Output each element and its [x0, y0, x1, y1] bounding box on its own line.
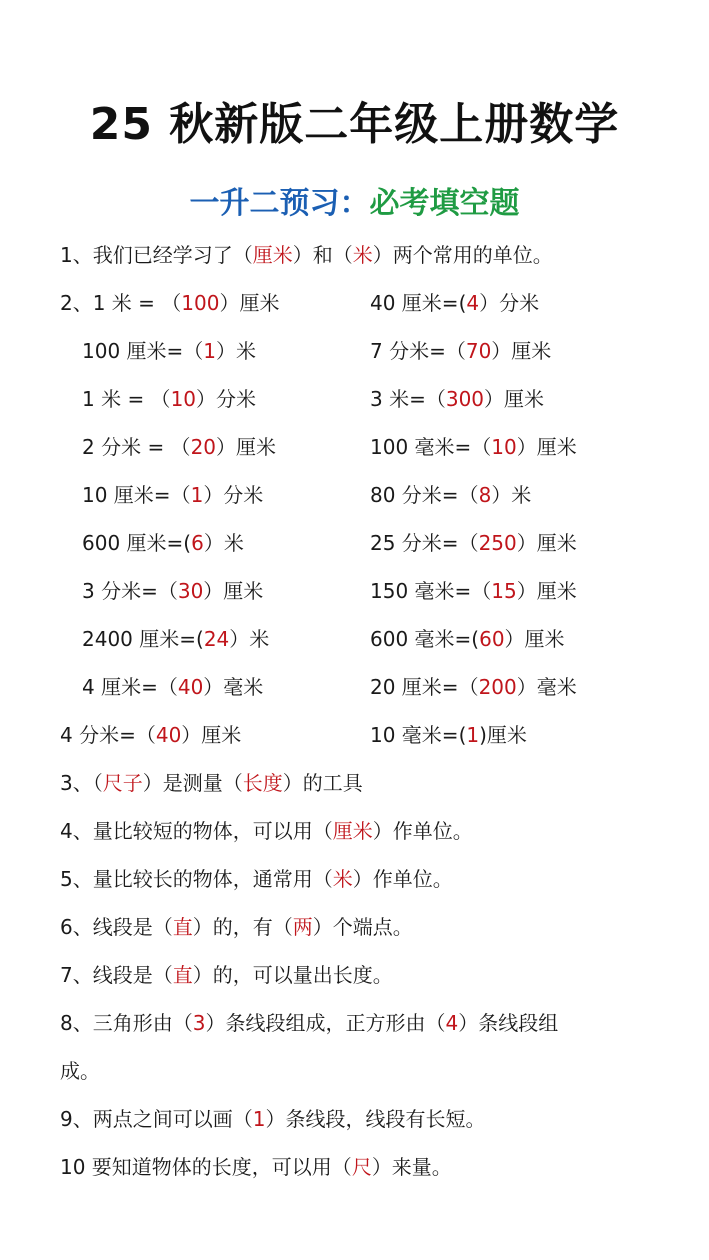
- question-text: ）条线段组成，正方形由（: [205, 1011, 446, 1035]
- question-text: 3、（: [60, 771, 103, 795]
- conversion-item-right: [370, 430, 577, 464]
- question-text: 100 毫米=（: [370, 435, 492, 459]
- question-text: 9、两点之间可以画（: [60, 1107, 253, 1131]
- conversion-item-right: [370, 334, 551, 368]
- answer: 两: [292, 915, 313, 939]
- question-text: 2400 厘米=(: [82, 627, 204, 651]
- question-text: ）厘米: [203, 579, 264, 603]
- question-text: 6、线段是（: [60, 915, 173, 939]
- answer: 米: [332, 867, 353, 891]
- question-text: ）和（: [292, 243, 353, 267]
- question-text: ）的，有（: [192, 915, 293, 939]
- question-text: 10 要知道物体的长度，可以用（: [60, 1155, 352, 1179]
- conversion-item-right: [370, 382, 544, 416]
- answer: 1: [190, 483, 204, 507]
- conversion-item-left: [60, 718, 241, 752]
- question-text: 80 分米=（: [370, 483, 479, 507]
- conversion-item-right: [370, 718, 527, 752]
- question-text: 7 分米=（: [370, 339, 466, 363]
- answer: 8: [478, 483, 492, 507]
- question-text: 2 分米 = （: [82, 435, 191, 459]
- conversion-item-left: [82, 670, 263, 704]
- question-text: 2、1 米 = （: [60, 291, 182, 315]
- answer: 尺子: [102, 771, 143, 795]
- answer: 长度: [242, 771, 283, 795]
- answer: 30: [177, 579, 204, 603]
- conversion-item-left: [60, 286, 279, 320]
- question-text: ）分米: [203, 483, 264, 507]
- question-text: 20 厘米=（: [370, 675, 479, 699]
- conversion-item-left: [82, 334, 256, 368]
- question-text: 7、线段是（: [60, 963, 173, 987]
- answer: 尺: [351, 1155, 372, 1179]
- answer: 20: [190, 435, 217, 459]
- answer: 3: [192, 1011, 206, 1035]
- question-text: ）的工具: [282, 771, 363, 795]
- question-1: [60, 238, 553, 272]
- answer: 米: [352, 243, 373, 267]
- question-text: 8、三角形由（: [60, 1011, 193, 1035]
- answer: 6: [191, 531, 204, 555]
- question-9: [60, 1102, 485, 1136]
- answer: 40: [155, 723, 182, 747]
- answer: 300: [445, 387, 485, 411]
- question-text: ）厘米: [219, 291, 280, 315]
- question-text: ）作单位。: [372, 819, 473, 843]
- question-text: 3 米=（: [370, 387, 446, 411]
- answer: 10: [491, 435, 517, 459]
- question-10: [60, 1150, 452, 1184]
- question-text: 10 毫米=(: [370, 723, 467, 747]
- answer: 厘米: [332, 819, 373, 843]
- answer: 厘米: [252, 243, 293, 267]
- conversion-item-left: [82, 526, 244, 560]
- answer: 24: [203, 627, 230, 651]
- answer: 60: [479, 627, 505, 651]
- answer: 250: [478, 531, 517, 555]
- question-text: ）厘米: [516, 579, 577, 603]
- question-text: ）厘米: [216, 435, 277, 459]
- question-7: [60, 958, 393, 992]
- question-text: 1、我们已经学习了（: [60, 243, 253, 267]
- question-text: ）个端点。: [312, 915, 413, 939]
- answer: 直: [172, 963, 193, 987]
- question-6: [60, 910, 413, 944]
- subtitle-main: 必考填空题: [369, 186, 520, 221]
- question-text: ）来量。: [371, 1155, 452, 1179]
- question-text: ）厘米: [504, 627, 565, 651]
- question-text: 成。: [60, 1059, 100, 1083]
- question-text: 1 米 = （: [82, 387, 171, 411]
- question-4: [60, 814, 473, 848]
- answer: 1: [203, 339, 217, 363]
- question-text: 25 分米=（: [370, 531, 479, 555]
- question-text: ）米: [203, 531, 244, 555]
- answer: 4: [445, 1011, 459, 1035]
- conversion-item-left: [82, 382, 256, 416]
- conversion-item-right: [370, 574, 577, 608]
- answer: 直: [172, 915, 193, 939]
- question-text: 4 厘米=（: [82, 675, 178, 699]
- question-text: 3 分米=（: [82, 579, 178, 603]
- question-text: ）毫米: [516, 675, 577, 699]
- question-text: ）米: [229, 627, 270, 651]
- question-text: ）分米: [196, 387, 257, 411]
- answer: 10: [170, 387, 197, 411]
- answer: 4: [466, 291, 480, 315]
- question-text: 100 厘米=（: [82, 339, 204, 363]
- question-text: ）条线段，线段有长短。: [265, 1107, 486, 1131]
- page-subtitle: [0, 178, 709, 222]
- question-text: 600 厘米=(: [82, 531, 192, 555]
- question-text: ）的，可以量出长度。: [192, 963, 393, 987]
- question-text: ）厘米: [516, 531, 577, 555]
- question-3: [60, 766, 363, 800]
- conversion-item-right: [370, 526, 577, 560]
- question-text: ）厘米: [181, 723, 242, 747]
- question-text: ）分米: [479, 291, 540, 315]
- page-title: 25 秋新版二年级上册数学: [89, 99, 620, 150]
- question-text: ）厘米: [516, 435, 577, 459]
- question-5: [60, 862, 453, 896]
- question-8: [60, 1006, 558, 1040]
- question-text: ）两个常用的单位。: [372, 243, 553, 267]
- answer: 1: [466, 723, 480, 747]
- question-text: ）作单位。: [352, 867, 453, 891]
- answer: 100: [181, 291, 220, 315]
- conversion-item-left: [82, 622, 269, 656]
- answer: 200: [478, 675, 517, 699]
- subtitle-prefix: 一升二预习：: [189, 186, 370, 221]
- question-text: 150 毫米=（: [370, 579, 492, 603]
- answer: 1: [252, 1107, 266, 1131]
- conversion-item-right: [370, 478, 531, 512]
- question-text: 4 分米=（: [60, 723, 156, 747]
- question-text: 5、量比较长的物体，通常用（: [60, 867, 333, 891]
- question-text: ）米: [216, 339, 257, 363]
- question-text: ）米: [491, 483, 532, 507]
- question-text: 10 厘米=（: [82, 483, 191, 507]
- conversion-item-right: [370, 670, 577, 704]
- question-text: ）是测量（: [142, 771, 243, 795]
- question-text: )厘米: [479, 723, 527, 747]
- conversion-item-left: [82, 478, 263, 512]
- question-text: ）厘米: [484, 387, 545, 411]
- question-8-continued: [60, 1054, 100, 1088]
- question-text: ）厘米: [491, 339, 552, 363]
- conversion-item-left: [82, 574, 263, 608]
- answer: 40: [177, 675, 204, 699]
- question-text: ）条线段组: [458, 1011, 559, 1035]
- conversion-item-right: [370, 286, 539, 320]
- conversion-item-right: [370, 622, 565, 656]
- question-text: 40 厘米=(: [370, 291, 467, 315]
- question-text: ）毫米: [203, 675, 264, 699]
- answer: 70: [465, 339, 492, 363]
- conversion-item-left: [82, 430, 276, 464]
- question-text: 4、量比较短的物体，可以用（: [60, 819, 333, 843]
- question-text: 600 毫米=(: [370, 627, 480, 651]
- answer: 15: [491, 579, 517, 603]
